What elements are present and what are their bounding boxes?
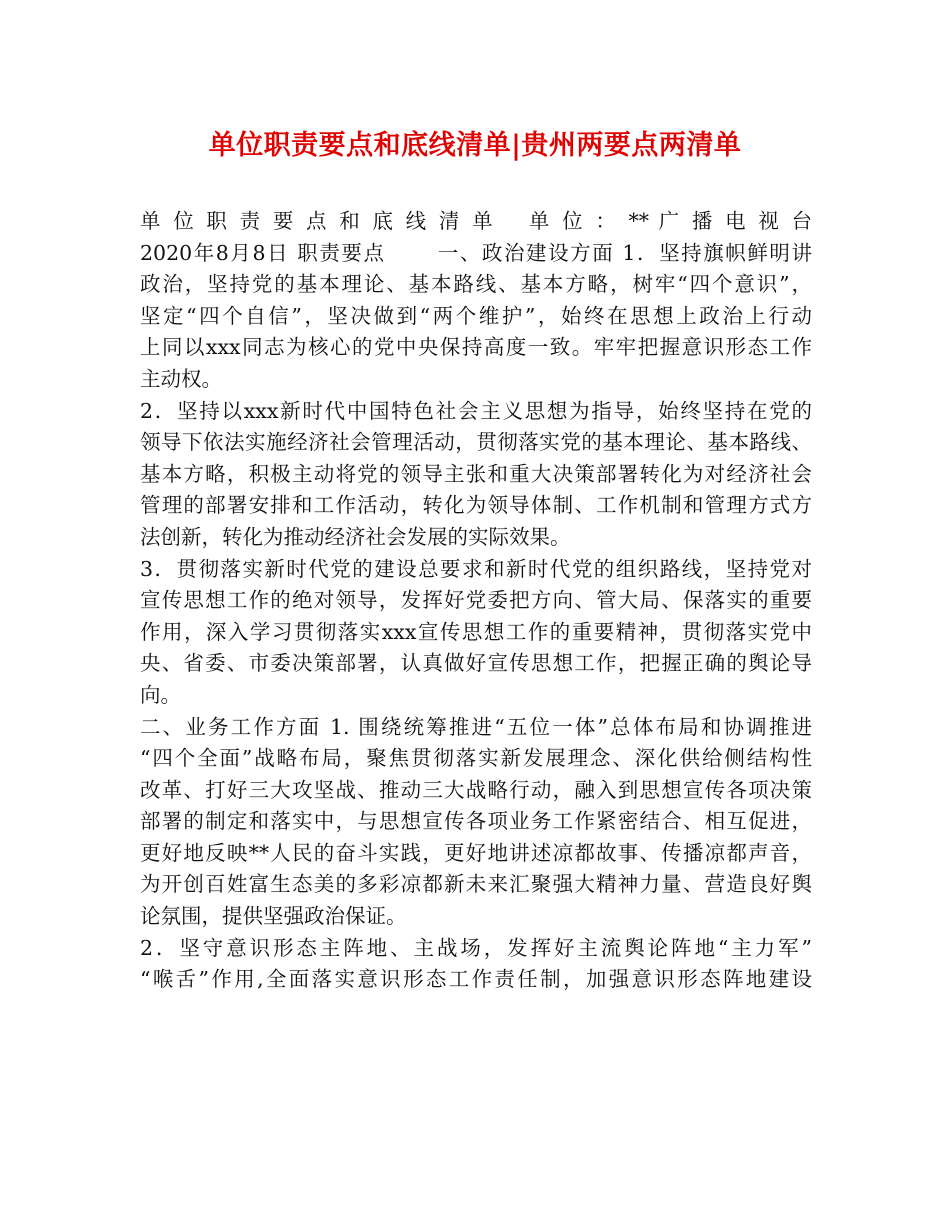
body-line: 2．坚持以xxx新时代中国特色社会主义思想为指导，始终坚持在党的 bbox=[140, 398, 812, 423]
body-line: 为开创百姓富生态美的多彩凉都新未来汇聚强大精神力量、营造良好舆 bbox=[140, 872, 812, 897]
body-line: 二、业务工作方面 1. 围绕统筹推进“五位一体”总体布局和协调推进 bbox=[140, 714, 812, 739]
body-line: 坚定“四个自信”，坚决做到“两个维护”，始终在思想上政治上行动 bbox=[140, 303, 812, 328]
body-line: 论氛围，提供坚强政治保证。 bbox=[140, 904, 407, 929]
body-line: 央、省委、市委决策部署，认真做好宣传思想工作，把握正确的舆论导 bbox=[140, 651, 812, 676]
document-title: 单位职责要点和底线清单|贵州两要点两清单 bbox=[208, 130, 742, 161]
body-line: 部署的制定和落实中，与思想宣传各项业务工作紧密结合、相互促进， bbox=[140, 809, 812, 834]
body-line: 领导下依法实施经济社会管理活动，贯彻落实党的基本理论、基本路线、 bbox=[140, 430, 812, 455]
body-line: 3．贯彻落实新时代党的建设总要求和新时代党的组织路线，坚持党对 bbox=[140, 556, 812, 581]
body-line: 更好地反映**人民的奋斗实践，更好地讲述凉都故事、传播凉都声音， bbox=[140, 840, 812, 865]
document-body bbox=[140, 206, 812, 996]
body-line: 向。 bbox=[140, 682, 181, 707]
body-line: 法创新，转化为推动经济社会发展的实际效果。 bbox=[140, 524, 571, 549]
body-line: 宣传思想工作的绝对领导，发挥好党委把方向、管大局、保落实的重要 bbox=[140, 588, 812, 613]
body-line: 上同以xxx同志为核心的党中央保持高度一致。牢牢把握意识形态工作 bbox=[140, 335, 812, 360]
body-line: 政治，坚持党的基本理论、基本路线、基本方略，树牢“四个意识”， bbox=[140, 272, 812, 297]
body-line: “四个全面”战略布局，聚焦贯彻落实新发展理念、深化供给侧结构性 bbox=[140, 746, 812, 771]
body-line: 管理的部署安排和工作活动，转化为领导体制、工作机制和管理方式方 bbox=[140, 493, 812, 518]
body-line: “喉舌”作用,全面落实意识形态工作责任制，加强意识形态阵地建设 bbox=[140, 967, 812, 992]
body-line: 主动权。 bbox=[140, 366, 222, 391]
body-line: 基本方略，积极主动将党的领导主张和重大决策部署转化为对经济社会 bbox=[140, 461, 812, 486]
body-line: 单 位 职 责 要 点 和 底 线 清 单 单 位 ： ** 广 播 电 视 台 bbox=[140, 209, 812, 233]
body-line: 2020年8月8日 职责要点 一、政治建设方面 1．坚持旗帜鲜明讲 bbox=[140, 240, 812, 265]
body-line: 改革、打好三大攻坚战、推动三大战略行动，融入到思想宣传各项决策 bbox=[140, 777, 812, 802]
body-line: 2．坚守意识形态主阵地、主战场，发挥好主流舆论阵地“主力军” bbox=[140, 935, 812, 960]
body-line: 作用，深入学习贯彻落实xxx宣传思想工作的重要精神，贯彻落实党中 bbox=[140, 619, 812, 644]
